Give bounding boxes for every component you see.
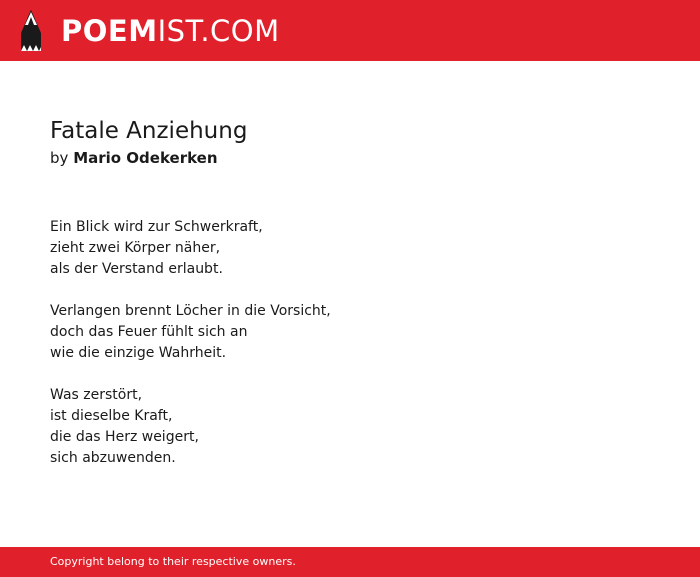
stanza <box>50 301 650 364</box>
poem-title: Fatale Anziehung <box>50 118 248 144</box>
byline <box>50 146 650 170</box>
logo-text-bold: POEM <box>61 14 158 48</box>
poem-line: sich abzuwenden. <box>50 450 176 466</box>
poem-line: wie die einzige Wahrheit. <box>50 345 227 361</box>
copyright-text: Copyright belong to their respective owners. <box>50 555 296 568</box>
site-header <box>0 0 700 61</box>
logo-text <box>61 9 280 53</box>
poem-line: ist dieselbe Kraft, <box>50 408 173 424</box>
pencil-tip-icon <box>16 9 46 53</box>
poem-line: zieht zwei Körper näher, <box>50 240 221 256</box>
site-footer <box>0 547 700 577</box>
stanza <box>50 217 650 280</box>
poem-body <box>50 217 650 469</box>
poem-content <box>50 116 650 490</box>
poem-line: als der Verstand erlaubt. <box>50 261 223 277</box>
poem-line: Ein Blick wird zur Schwerkraft, <box>50 219 263 235</box>
site-logo[interactable] <box>16 9 280 53</box>
stanza <box>50 385 650 469</box>
by-label: by <box>50 149 69 167</box>
poem-line: doch das Feuer fühlt sich an <box>50 324 248 340</box>
poem-line: die das Herz weigert, <box>50 429 199 445</box>
poem-line: Was zerstört, <box>50 387 143 403</box>
logo-text-light: IST.COM <box>157 14 280 48</box>
poem-line: Verlangen brennt Löcher in die Vorsicht, <box>50 303 331 319</box>
author-name[interactable]: Mario Odekerken <box>73 149 218 167</box>
